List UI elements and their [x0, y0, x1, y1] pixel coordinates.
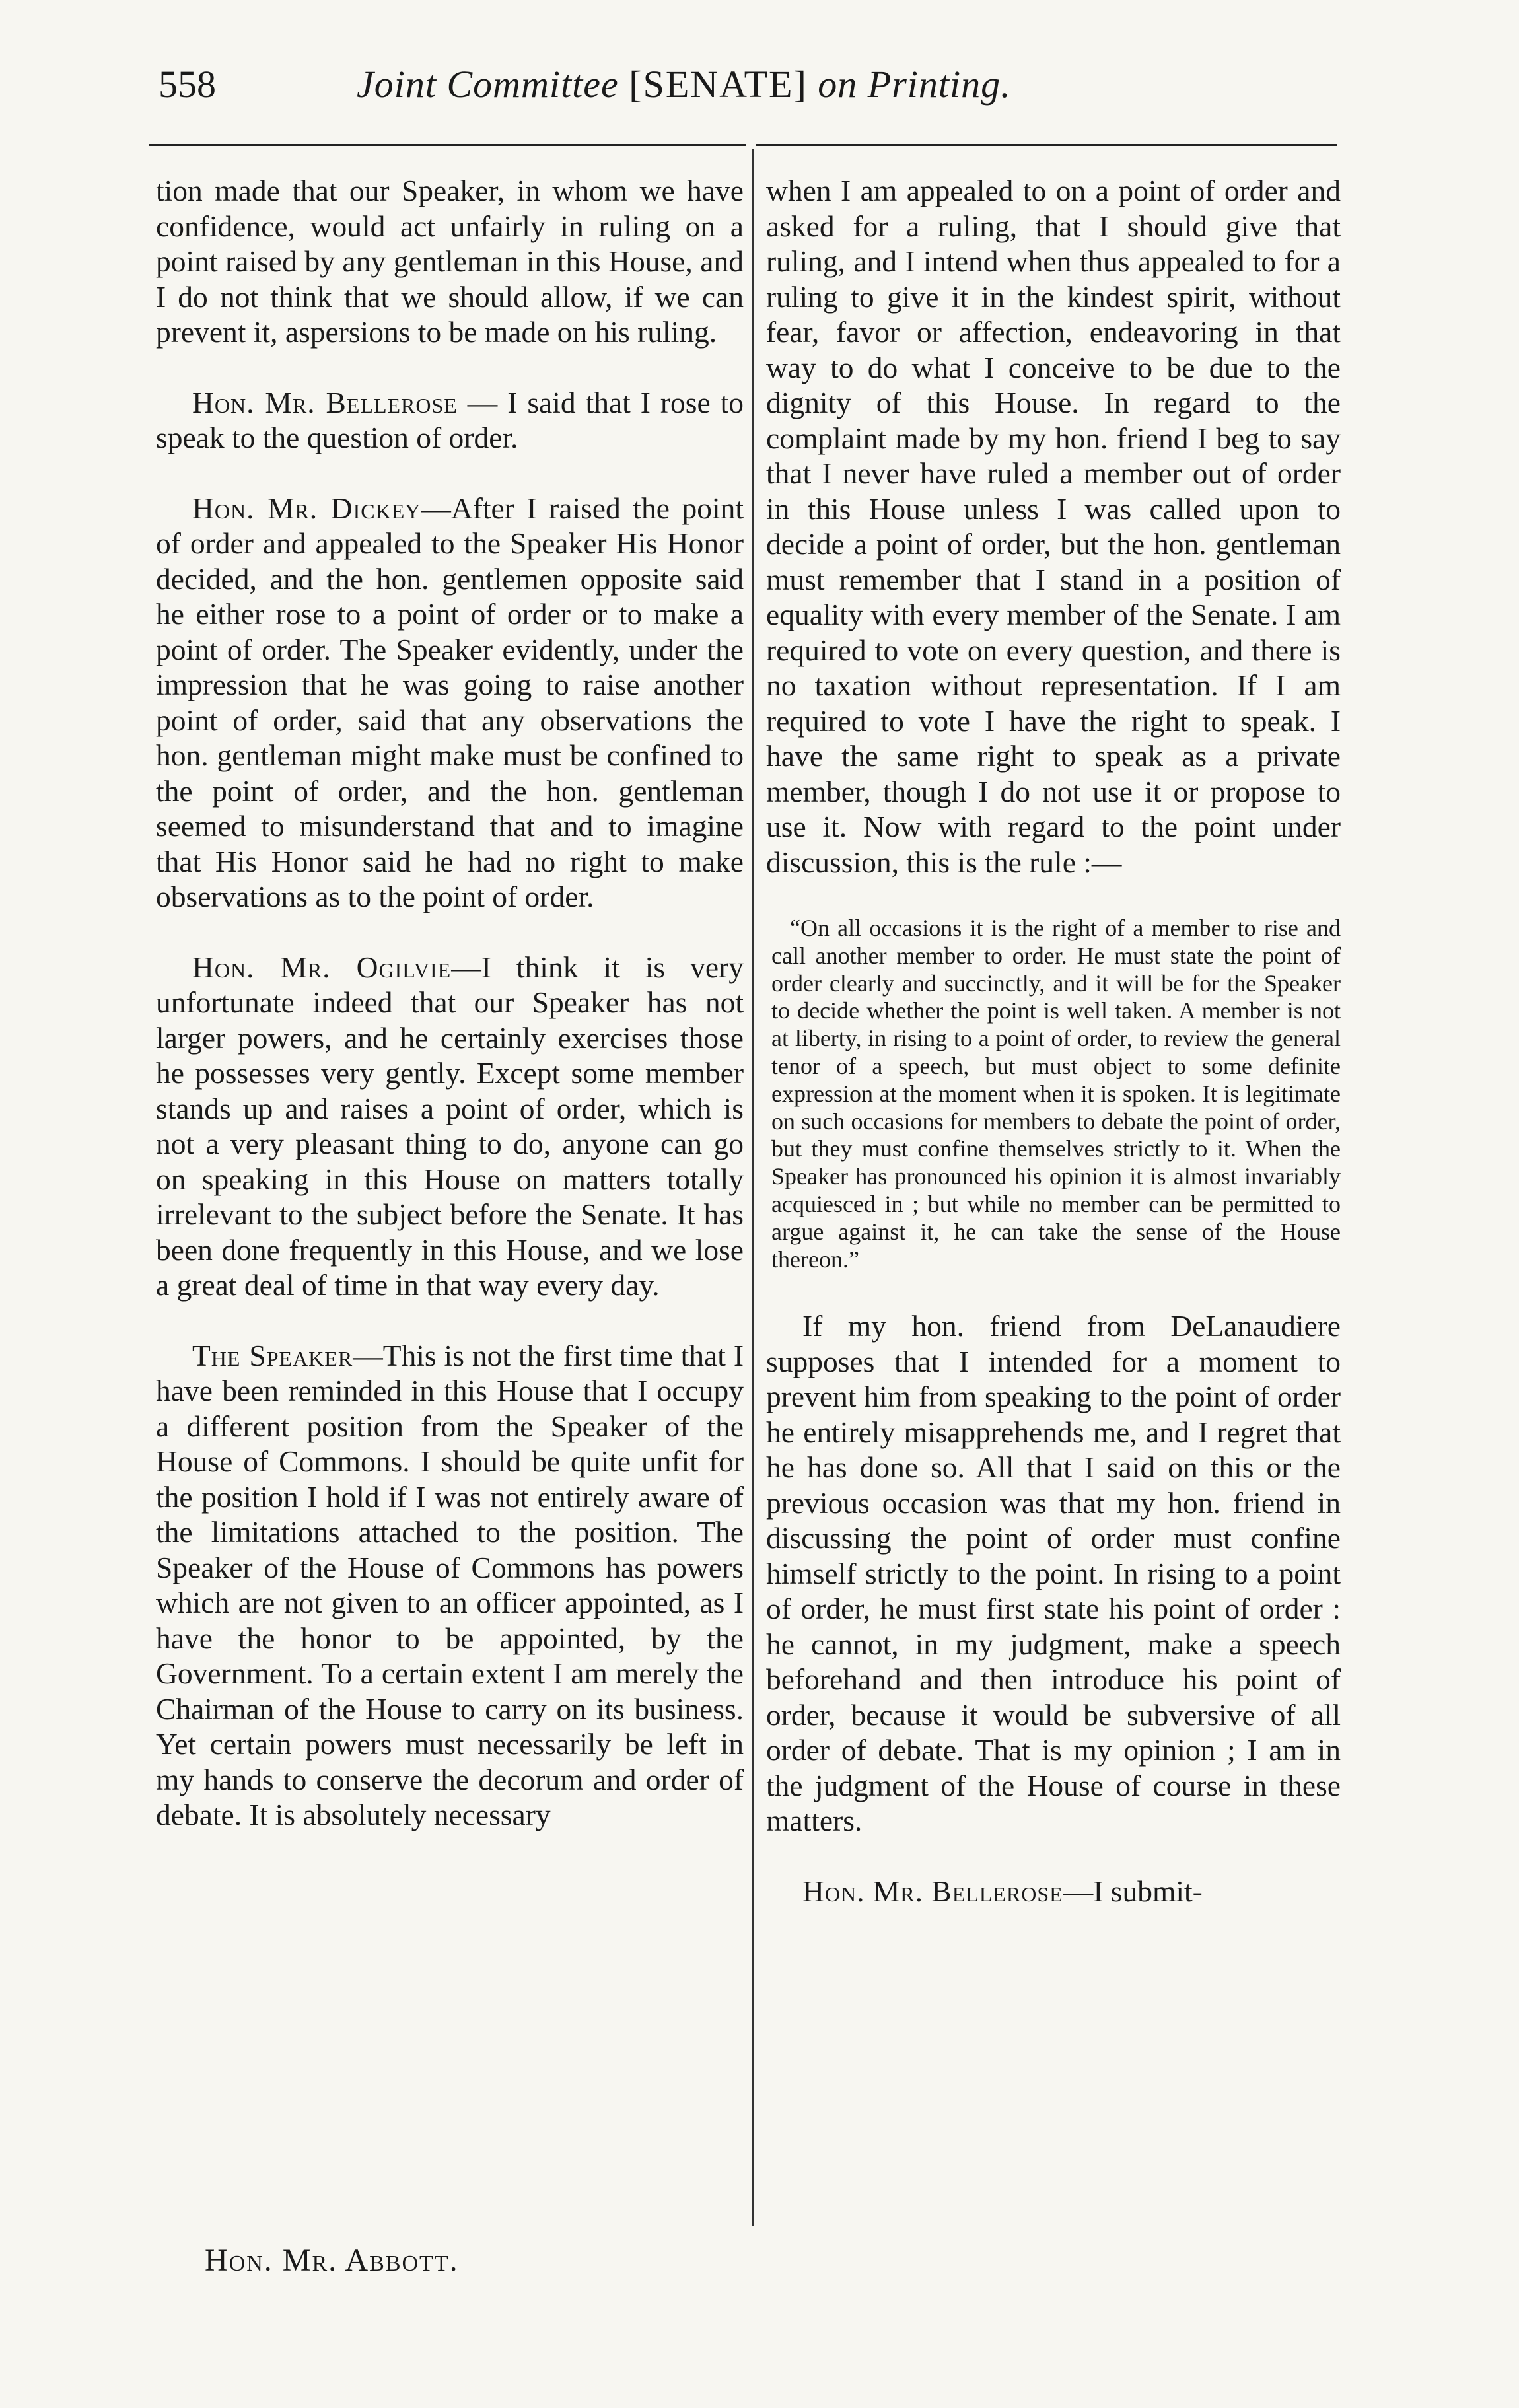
page-header — [159, 53, 1341, 112]
header-rule-right — [756, 144, 1337, 146]
paragraph-continuation: tion made that our Speaker, in whom we have confidence, would act unfairly in ruling on a point raised by any gentleman in this House, and I do not think that we should allow, if we can prevent it, aspersions to be made on his ruling. — [156, 174, 744, 349]
paragraph-delanaudiere: If my hon. friend from DeLanaudiere supposes that I intended for a moment to prevent him from speaking to the point of order he entirely misapprehends me, and I regret that he has done so. All that I said on this or the previous occasion was that my hon. friend in discussing the point of order must confine himself strictly to the point. In rising to a point of order, he must first state his point of order : he cannot, in my judgment, make a speech beforehand and then introduce his point of order, because it would be subversive of all order of debate. That is my opinion ; I am in the judgment of the House of course in these matters. — [766, 1309, 1341, 1838]
left-column — [156, 173, 744, 1868]
running-title — [357, 62, 1011, 106]
speaker-name: Hon. Mr. Bellerose — [802, 1874, 1063, 1908]
running-title-senate: [SENATE] — [629, 63, 808, 106]
paragraph-dickey — [156, 491, 744, 915]
speech-text: —I submit- — [1063, 1874, 1203, 1908]
column-divider — [752, 149, 754, 2226]
paragraph-speaker — [156, 1338, 744, 1833]
quoted-rule: “On all occasions it is the right of a member to rise and call another member to order. He must state the point of order clearly and succinctly, and it will be for the Speaker to decide whether the point is well taken. A member is not at liberty, in rising to a point of order, to review the general tenor of a speech, but must object to some definite expression at the moment when it is spoken. It is legitimate on such occasions for members to debate the point of order, but they must confine themselves strictly to it. When the Speaker has pronounced his opinion it is almost invariably acquiesced in ; but while no member can be permitted to argue against it, he can take the sense of the House thereon.” — [771, 915, 1341, 1273]
speaker-name: Hon. Mr. Dickey — [192, 491, 421, 525]
speech-text: —I think it is very unfortunate indeed that our Speaker has not larger powers, and he certainly exercises those he possesses very gently. Except some member stands up and raises a point of order, which is not a very pleasant thing to do, anyone can go on speaking in this House on matters totally irrelevant to the subject before the Senate. It has been done frequently in this House, and we lose a great deal of time in that way every day. — [156, 950, 744, 1302]
paragraph-speaker-continued: when I am appealed to on a point of order and asked for a ruling, that I should give that ruling, and I intend when thus appealed to for a ruling to give it in the kindest spirit, without fear, favor or affection, endeavoring in that way to do what I conceive to be due to the dignity of this House. In regard to the complaint made by my hon. friend I beg to say that I never have ruled a member out of order in this House unless I was called upon to decide a point of order, but the hon. gentleman must remember that I stand in a position of equality with every member of the Senate. I am required to vote on every question, and there is no taxation without representation. If I am required to vote I have the right to speak. I have the same right to speak as a private member, though I do not use it or propose to use it. Now with regard to the point under discussion, this is the rule :— — [766, 174, 1341, 879]
speaker-name: Hon. Mr. Bellerose — [192, 385, 458, 419]
header-rule-left — [149, 144, 746, 146]
running-title-printing: on Printing. — [818, 63, 1011, 106]
running-title-committee: Joint Committee — [357, 63, 619, 106]
speaker-name: The Speaker — [192, 1338, 353, 1372]
speech-text: —This is not the first time that I have been reminded in this House that I occupy a different position from the Speaker of the House of Commons. I should be quite unfit for the position I hold if I was not entirely aware of the limitations attached to the position. The Speaker of the House of Commons has powers which are not given to an officer appointed, as I have the honor to be appointed, by the Government. To a certain extent I am merely the Chairman of the House to carry on its business. Yet certain powers must necessarily be left in my hands to conserve the decorum and order of debate. It is absolutely necessary — [156, 1338, 744, 1831]
speaker-name: Hon. Mr. Ogilvie — [192, 950, 452, 984]
catchword-footer: Hon. Mr. Abbott. — [205, 2243, 459, 2278]
paragraph-ogilvie — [156, 950, 744, 1303]
speech-text: —After I raised the point of order and appealed to the Speaker His Honor decided, and the hon. gentlemen opposite said he either rose to a point of order or to make a point of order. The Speaker evidently, under the impression that he was going to raise another point of order, said that any observations the hon. gentleman might make must be confined to the point of order, and the hon. gentleman seemed to misunderstand that and to imagine that His Honor said he had no right to make observations as to the point of order. — [156, 491, 744, 913]
page-number: 558 — [159, 63, 216, 106]
right-column — [766, 173, 1341, 1944]
speech-text: — I said that I rose to speak to the question of order. — [156, 385, 744, 454]
paragraph-bellerose-submit — [766, 1874, 1341, 1909]
paragraph-bellerose — [156, 385, 744, 456]
